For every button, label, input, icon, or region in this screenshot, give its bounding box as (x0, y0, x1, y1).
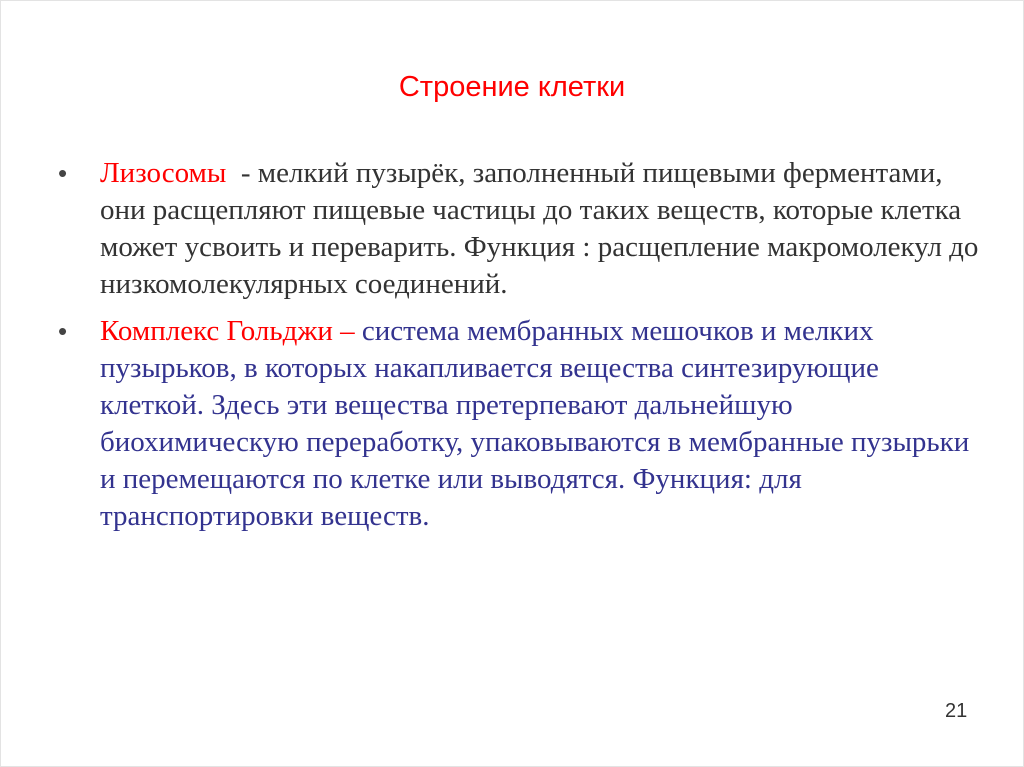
bullet-marker: • (58, 316, 68, 346)
slide-title: Строение клетки (398, 71, 626, 103)
term-lysosomes: Лизосомы (100, 157, 227, 189)
golgi-description: система мембранных мешочков и мелких пузырьков, в которых накапливается вещества синтезирующие клеткой. Здесь эти вещества претерпевают дальнейшую биохимическую переработку, упаковываются в мембранные пузырьки и перемещаются по клетке или выводятся. Функция: для транспортировки веществ. (100, 315, 970, 532)
slide-content (58, 155, 988, 545)
page-number: 21 (945, 700, 968, 722)
bullet-golgi (58, 313, 988, 535)
bullet-marker: • (58, 158, 68, 188)
lysosomes-description: - мелкий пузырёк, заполненный пищевыми ферментами, они расщепляют пищевые частицы до таких веществ, которые клетка может усвоить и переварить. Функция : расщепление макромолекул до низкомолекулярных соединений. (100, 157, 986, 300)
term-golgi: Комплекс Гольджи (100, 315, 333, 347)
bullet-lysosomes (58, 155, 988, 303)
golgi-dash: – (332, 315, 355, 347)
